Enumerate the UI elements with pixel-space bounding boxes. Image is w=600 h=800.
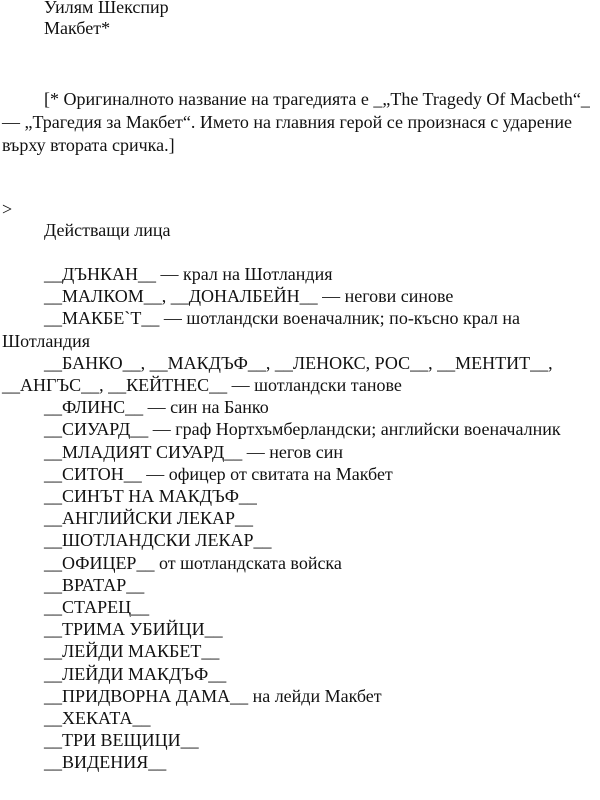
cast-item: __МАКБЕ`Т__ — шотландски военачалник; по-късно крал на Шотландия: [2, 308, 520, 351]
cast-item: __ФЛИНС__ — син на Банко: [44, 397, 269, 418]
cast-item: __ТРИ ВЕЩИЦИ__: [44, 730, 199, 751]
cast-item: __СИТОН__ — офицер от свитата на Макбет: [44, 463, 393, 484]
cast-item: __ТРИМА УБИЙЦИ__: [44, 619, 223, 640]
cast-item: __ОФИЦЕР__ от шотландската войска: [44, 552, 342, 573]
cast-item: __СИНЪТ НА МАКДЪФ__: [44, 486, 257, 507]
cast-item: __ШОТЛАНДСКИ ЛЕКАР__: [44, 530, 272, 551]
cast-item: __БАНКО__, __МАКДЪФ__, __ЛЕНОКС, РОС__, __МЕНТИТ__, __АНГЪС__, __КЕЙТНЕС__ — шотландски танове: [2, 352, 553, 396]
footnote-text: [* Оригиналното название на трагедията е _„The Tragedy Of Macbeth“_ — „Трагедия за Макбет“. Името на главния герой се произнася с ударение върху втората сричка.]: [2, 89, 590, 155]
cast-item: __ЛЕЙДИ МАКДЪФ__: [44, 663, 227, 684]
play-title: Макбет*: [44, 18, 111, 38]
cast-item: __СИУАРД__ — граф Нортхъмберландски; английски военачалник: [44, 419, 561, 440]
cast-item: __ПРИДВОРНА ДАМА__ на лейди Макбет: [44, 685, 382, 706]
cast-item: __АНГЛИЙСКИ ЛЕКАР__: [44, 508, 253, 529]
marker: [2, 198, 592, 220]
cast-item: __СТАРЕЦ__: [44, 597, 150, 618]
cast-item: __МЛАДИЯТ СИУАРД__ — негов син: [44, 441, 344, 462]
cast-item: __ВРАТАР__: [44, 574, 145, 595]
cast-heading: [2, 219, 592, 241]
cast-list: [2, 263, 592, 774]
cast-item: __ХЕКАТА__: [44, 708, 151, 729]
cast-heading-text: Действащи лица: [44, 220, 171, 240]
author: Уилям Шекспир: [44, 0, 169, 17]
footnote: [2, 88, 592, 157]
cast-item: __ЛЕЙДИ МАКБЕТ__: [44, 641, 220, 662]
cast-item: __МАЛКОМ__, __ДОНАЛБЕЙН__ — негови синове: [44, 286, 454, 307]
cast-item: __ВИДЕНИЯ__: [44, 752, 167, 773]
marker-text: >: [2, 199, 13, 219]
cast-item: __ДЪНКАН__ — крал на Шотландия: [44, 264, 333, 284]
document-header: [2, 0, 592, 39]
